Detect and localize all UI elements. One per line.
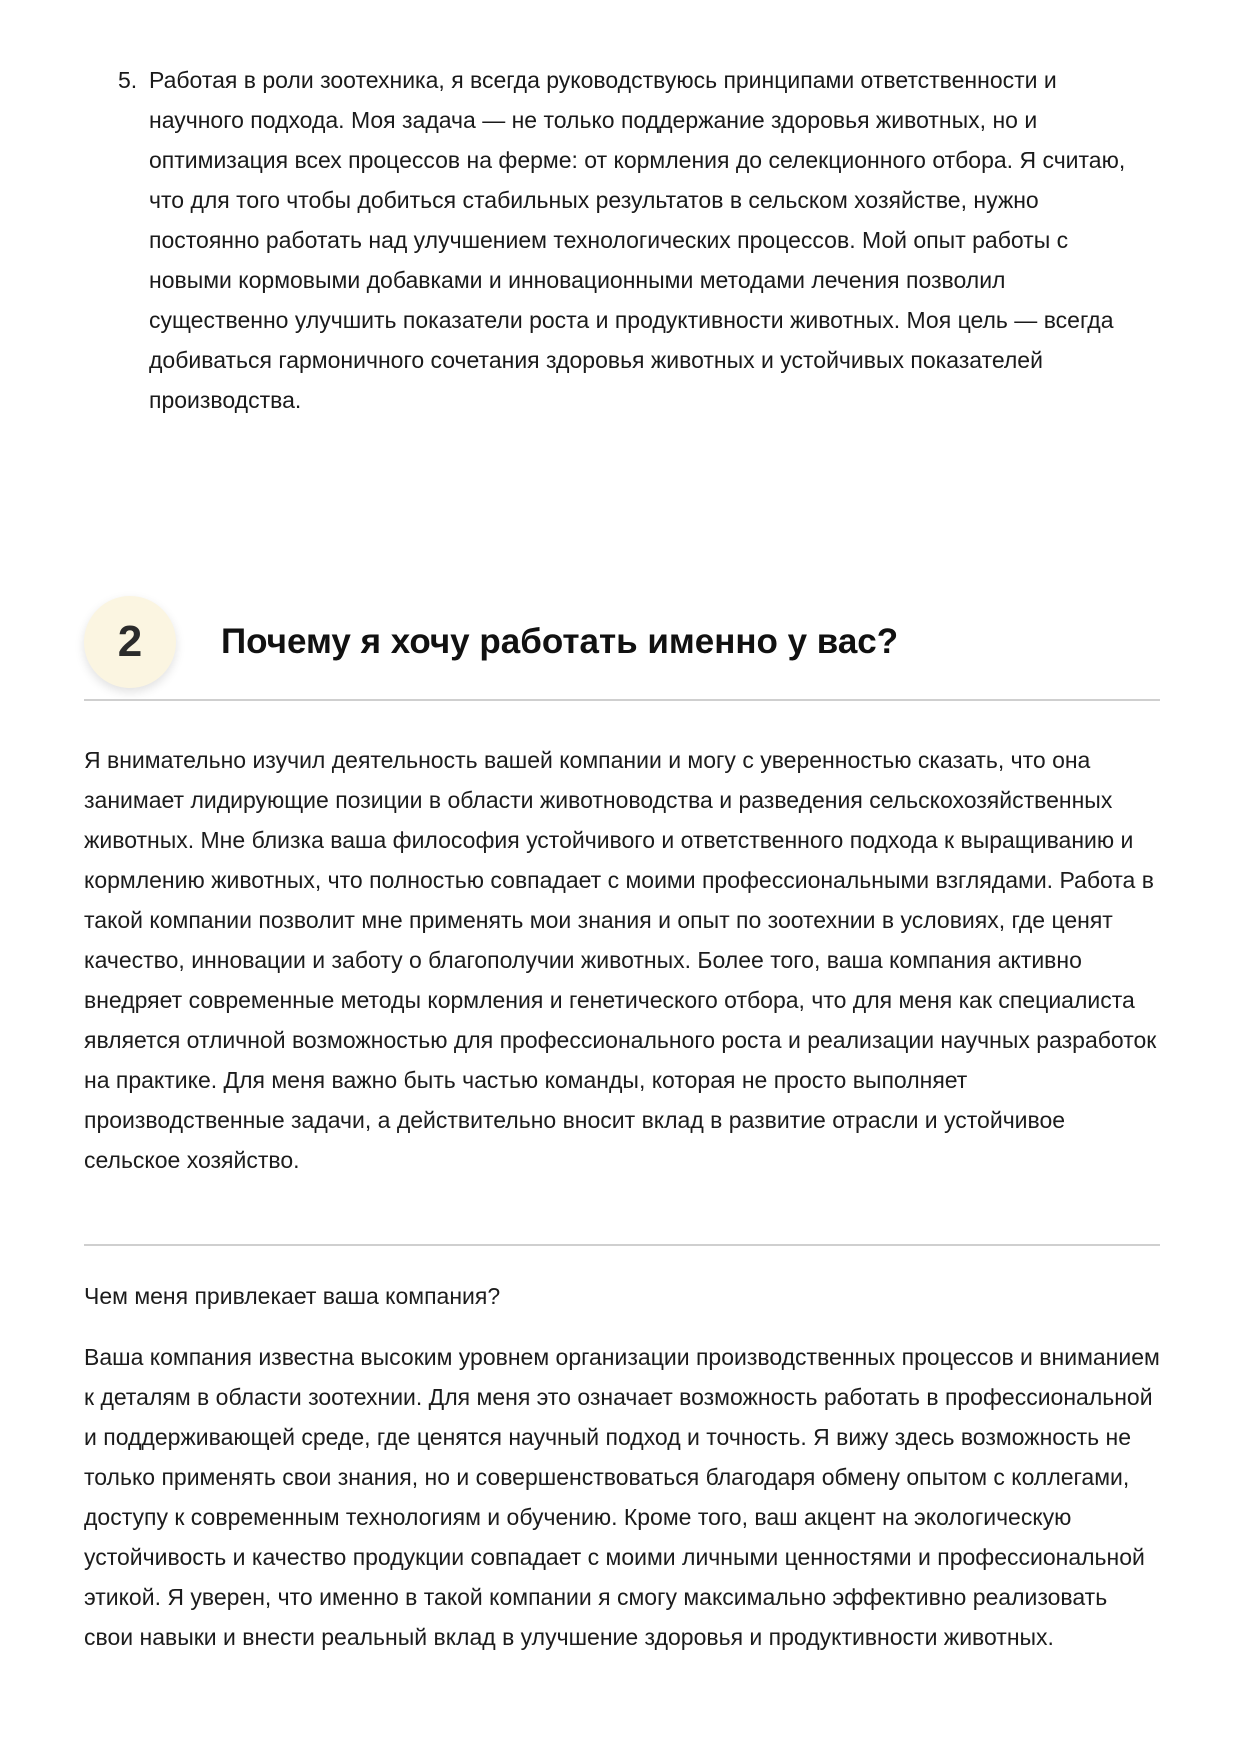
paragraph-divider bbox=[84, 1244, 1160, 1246]
section-header bbox=[84, 596, 1160, 700]
subheading: Чем меня привлекает ваша компания? bbox=[84, 1283, 501, 1309]
section-divider bbox=[84, 699, 1160, 701]
paragraph-company-appeal: Ваша компания известна высоким уровнем организации производственных процессов и вниманием к деталям в области зоотехнии. Для меня это означает возможность работать в профессиональной и поддерживающей среде, где ценятся научный подход и точность. Я вижу здесь возможность не только применять свои знания, но и совершенствоваться благодаря обмену опытом с коллегами, доступу к современным технологиям и обучению. Кроме того, ваш акцент на экологическую устойчивость и качество продукции совпадает с моими личными ценностями и профессиональной этикой. Я уверен, что именно в такой компании я смогу максимально эффективно реализовать свои навыки и внести реальный вклад в улучшение здоровья и продуктивности животных. bbox=[84, 1344, 1160, 1650]
list-item-text: Работая в роли зоотехника, я всегда руководствуюсь принципами ответственности и научного подхода. Моя задача — не только поддержание здоровья животных, но и оптимизация всех процессов на ферме: от кормления до селекционного отбора. Я считаю, что для того чтобы добиться стабильных результатов в сельском хозяйстве, нужно постоянно работать над улучшением технологических процессов. Мой опыт работы с новыми кормовыми добавками и инновационными методами лечения позволил существенно улучшить показатели роста и продуктивности животных. Моя цель — всегда добиваться гармоничного сочетания здоровья животных и устойчивых показателей производства. bbox=[149, 67, 1126, 413]
section-title: Почему я хочу работать именно у вас? bbox=[221, 622, 899, 661]
section-number-badge: 2 bbox=[84, 596, 176, 688]
list-item-number: 5. bbox=[118, 67, 138, 93]
list-item bbox=[118, 60, 1148, 420]
paragraph-motivation: Я внимательно изучил деятельность вашей компании и могу с уверенностью сказать, что она занимает лидирующие позиции в области животноводства и разведения сельскохозяйственных животных. Мне близка ваша философия устойчивого и ответственного подхода к выращиванию и кормлению животных, что полностью совпадает с моими профессиональными взглядами. Работа в такой компании позволит мне применять мои знания и опыт по зоотехнии в условиях, где ценят качество, инновации и заботу о благополучии животных. Более того, ваша компания активно внедряет современные методы кормления и генетического отбора, что для меня как специалиста является отличной возможностью для профессионального роста и реализации научных разработок на практике. Для меня важно быть частью команды, которая не просто выполняет производственные задачи, а действительно вносит вклад в развитие отрасли и устойчивое сельское хозяйство. bbox=[84, 747, 1157, 1173]
